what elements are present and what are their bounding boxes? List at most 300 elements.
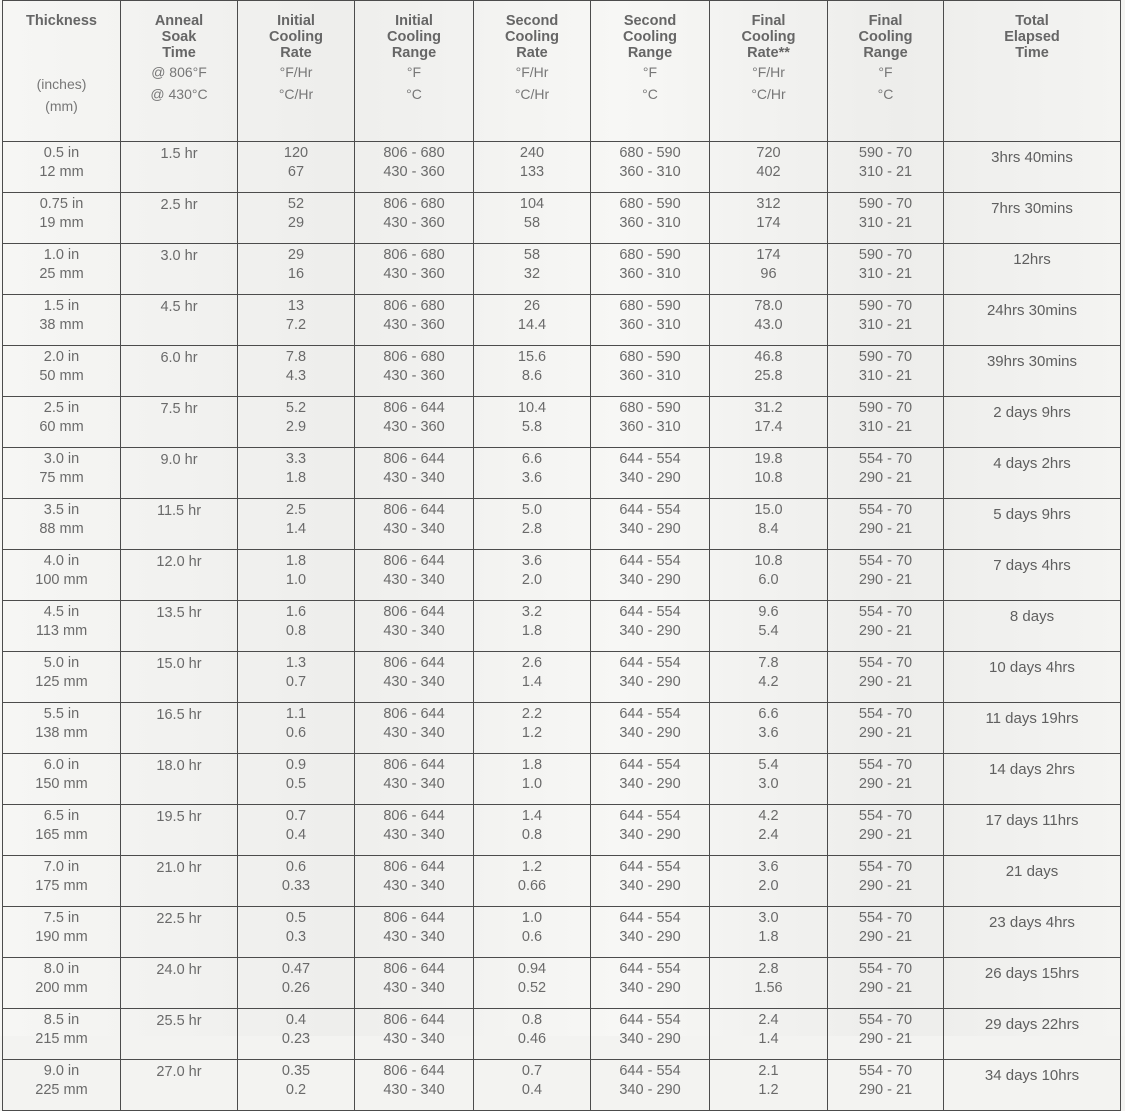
value-imperial: 3.0 in (43, 451, 80, 467)
final-rate-cell (710, 448, 828, 499)
value-imperial: 554 - 70 (858, 859, 913, 875)
initial-rate-cell (238, 805, 355, 856)
value-imperial: 5.0 in (43, 655, 80, 671)
thickness-cell (3, 1060, 121, 1111)
value-metric: 430 - 360 (383, 317, 445, 333)
value-metric: 310 - 21 (858, 419, 913, 435)
header-label-line: Rate (280, 45, 312, 61)
header-unit: °F/Hr (752, 64, 785, 80)
soak-time-cell: 25.5 hr (121, 1009, 238, 1060)
value-metric: 430 - 360 (383, 266, 445, 282)
second-range-cell (591, 1009, 710, 1060)
value-metric: 50 mm (39, 368, 84, 384)
value-metric: 1.8 (285, 470, 307, 486)
initial-range-cell (355, 397, 474, 448)
value-imperial: 2.5 (285, 502, 307, 518)
value-metric: 360 - 310 (619, 266, 681, 282)
value-imperial: 806 - 644 (383, 859, 445, 875)
thickness-cell (3, 958, 121, 1009)
value-metric: 2.0 (521, 572, 543, 588)
initial-rate-cell (238, 295, 355, 346)
value-imperial: 806 - 644 (383, 604, 445, 620)
value-metric: 340 - 290 (619, 1082, 681, 1098)
second-rate-cell (474, 958, 591, 1009)
value-imperial: 644 - 554 (619, 961, 681, 977)
value-imperial: 1.1 (285, 706, 307, 722)
initial-range-cell (355, 346, 474, 397)
final-rate-cell (710, 1009, 828, 1060)
value-imperial: 7.8 (758, 655, 779, 671)
value-metric: 340 - 290 (619, 470, 681, 486)
value-imperial: 3.6 (521, 553, 543, 569)
value-imperial: 806 - 680 (383, 349, 445, 365)
second-rate-cell (474, 652, 591, 703)
value-metric: 0.8 (285, 623, 307, 639)
value-metric: 340 - 290 (619, 521, 681, 537)
initial-range-cell (355, 1060, 474, 1111)
value-metric: 1.4 (521, 674, 543, 690)
value-metric: 340 - 290 (619, 623, 681, 639)
value-metric: 430 - 340 (383, 572, 445, 588)
value-metric: 1.4 (285, 521, 307, 537)
header-anneal-soak-time (121, 1, 238, 142)
soak-time-cell: 12.0 hr (121, 550, 238, 601)
second-rate-cell (474, 1060, 591, 1111)
value-imperial: 806 - 644 (383, 502, 445, 518)
value-metric: 2.4 (758, 827, 779, 843)
initial-range-cell (355, 856, 474, 907)
value-metric: 430 - 340 (383, 929, 445, 945)
value-imperial: 806 - 644 (383, 1063, 445, 1079)
value-metric: 215 mm (35, 1031, 88, 1047)
initial-rate-cell (238, 142, 355, 193)
header-unit: @ 806°F (151, 64, 207, 80)
value-metric: 340 - 290 (619, 878, 681, 894)
value-imperial: 554 - 70 (858, 451, 913, 467)
initial-range-cell (355, 805, 474, 856)
value-imperial: 806 - 644 (383, 757, 445, 773)
second-rate-cell (474, 295, 591, 346)
final-rate-cell (710, 652, 828, 703)
elapsed-time-cell: 39hrs 30mins (944, 346, 1121, 397)
value-metric: 3.6 (758, 725, 779, 741)
value-imperial: 0.75 in (39, 196, 84, 212)
value-metric: 1.0 (285, 572, 307, 588)
value-imperial: 312 (756, 196, 781, 212)
value-imperial: 2.1 (758, 1063, 779, 1079)
header-label-line: Cooling (858, 29, 913, 45)
header-spacer (3, 29, 120, 73)
header-label-line: Cooling (505, 29, 559, 45)
soak-time-cell: 7.5 hr (121, 397, 238, 448)
value-imperial: 680 - 590 (619, 196, 681, 212)
value-imperial: 7.8 (285, 349, 307, 365)
value-metric: 340 - 290 (619, 776, 681, 792)
second-rate-cell (474, 856, 591, 907)
second-rate-cell (474, 1009, 591, 1060)
final-range-cell (828, 907, 944, 958)
value-metric: 0.6 (521, 929, 543, 945)
value-imperial: 46.8 (754, 349, 783, 365)
value-imperial: 554 - 70 (858, 910, 913, 926)
annealing-schedule-table (2, 0, 1121, 1111)
header-label-line: Time (1015, 45, 1049, 61)
second-rate-cell (474, 448, 591, 499)
final-range-cell (828, 652, 944, 703)
table-row (3, 142, 1121, 193)
value-metric: 430 - 340 (383, 827, 445, 843)
soak-time-cell: 24.0 hr (121, 958, 238, 1009)
value-imperial: 806 - 680 (383, 145, 445, 161)
value-metric: 96 (760, 266, 777, 282)
second-range-cell (591, 856, 710, 907)
header-label-line: Elapsed (1004, 29, 1060, 45)
final-range-cell (828, 397, 944, 448)
value-metric: 0.6 (285, 725, 307, 741)
initial-rate-cell (238, 550, 355, 601)
value-metric: 174 (756, 215, 781, 231)
value-imperial: 0.6 (285, 859, 307, 875)
table-row (3, 703, 1121, 754)
initial-rate-cell (238, 958, 355, 1009)
final-rate-cell (710, 856, 828, 907)
initial-range-cell (355, 142, 474, 193)
value-imperial: 26 (523, 298, 541, 314)
value-metric: 340 - 290 (619, 929, 681, 945)
elapsed-time-cell: 7 days 4hrs (944, 550, 1121, 601)
final-range-cell (828, 346, 944, 397)
value-imperial: 19.8 (754, 451, 783, 467)
final-rate-cell (710, 907, 828, 958)
table-row (3, 805, 1121, 856)
value-imperial: 680 - 590 (619, 298, 681, 314)
elapsed-time-cell: 14 days 2hrs (944, 754, 1121, 805)
value-imperial: 0.7 (521, 1063, 543, 1079)
value-imperial: 4.2 (758, 808, 779, 824)
second-rate-cell (474, 550, 591, 601)
soak-time-cell: 19.5 hr (121, 805, 238, 856)
table-row (3, 1009, 1121, 1060)
value-metric: 430 - 340 (383, 878, 445, 894)
value-imperial: 3.2 (521, 604, 543, 620)
value-metric: 1.4 (758, 1031, 779, 1047)
value-metric: 290 - 21 (858, 674, 913, 690)
value-imperial: 806 - 644 (383, 553, 445, 569)
header-label-line: Second (623, 13, 677, 29)
final-rate-cell (710, 754, 828, 805)
value-metric: 138 mm (35, 725, 88, 741)
header-final-cooling-range (828, 1, 944, 142)
value-imperial: 554 - 70 (858, 706, 913, 722)
thickness-cell (3, 805, 121, 856)
value-metric: 0.4 (285, 827, 307, 843)
soak-time-cell: 16.5 hr (121, 703, 238, 754)
elapsed-time-cell: 26 days 15hrs (944, 958, 1121, 1009)
value-imperial: 15.0 (754, 502, 783, 518)
value-imperial: 644 - 554 (619, 604, 681, 620)
value-imperial: 644 - 554 (619, 451, 681, 467)
value-imperial: 4.0 in (43, 553, 80, 569)
header-label-line: Initial (277, 13, 315, 29)
value-metric: 430 - 340 (383, 980, 445, 996)
second-range-cell (591, 652, 710, 703)
second-range-cell (591, 754, 710, 805)
header-unit: (mm) (45, 98, 78, 114)
value-metric: 165 mm (35, 827, 88, 843)
value-imperial: 644 - 554 (619, 706, 681, 722)
value-metric: 0.66 (517, 878, 547, 894)
value-metric: 290 - 21 (858, 980, 913, 996)
header-total-elapsed-time (944, 1, 1121, 142)
elapsed-time-cell: 7hrs 30mins (944, 193, 1121, 244)
value-metric: 430 - 360 (383, 215, 445, 231)
value-imperial: 3.5 in (43, 502, 80, 518)
value-metric: 1.2 (521, 725, 543, 741)
value-imperial: 3.0 (758, 910, 779, 926)
header-initial-cooling-rate (238, 1, 355, 142)
initial-rate-cell (238, 754, 355, 805)
thickness-cell (3, 499, 121, 550)
value-metric: 430 - 340 (383, 1031, 445, 1047)
header-unit: °C/Hr (514, 86, 550, 102)
final-range-cell (828, 499, 944, 550)
header-label-line: Cooling (741, 29, 796, 45)
value-imperial: 806 - 680 (383, 247, 445, 263)
thickness-cell (3, 346, 121, 397)
table-row (3, 346, 1121, 397)
header-label-line: Range (627, 45, 673, 61)
initial-rate-cell (238, 244, 355, 295)
header-label-line: Total (1015, 13, 1049, 29)
value-metric: 1.2 (758, 1082, 779, 1098)
value-metric: 360 - 310 (619, 215, 681, 231)
table-row (3, 397, 1121, 448)
value-metric: 360 - 310 (619, 164, 681, 180)
header-unit: °F (642, 64, 658, 80)
value-metric: 8.4 (758, 521, 779, 537)
value-imperial: 1.5 in (43, 298, 80, 314)
value-metric: 402 (756, 164, 781, 180)
value-imperial: 0.9 (285, 757, 307, 773)
second-range-cell (591, 550, 710, 601)
thickness-cell (3, 652, 121, 703)
value-metric: 290 - 21 (858, 572, 913, 588)
value-metric: 0.7 (285, 674, 307, 690)
value-metric: 14.4 (517, 317, 547, 333)
header-label-line: Rate (516, 45, 548, 61)
value-metric: 1.8 (758, 929, 779, 945)
value-imperial: 644 - 554 (619, 859, 681, 875)
value-metric: 60 mm (39, 419, 84, 435)
table-row (3, 601, 1121, 652)
value-metric: 290 - 21 (858, 623, 913, 639)
thickness-cell (3, 193, 121, 244)
value-imperial: 5.4 (758, 757, 779, 773)
header-label-line: Anneal (154, 13, 204, 29)
value-metric: 4.3 (285, 368, 307, 384)
second-range-cell (591, 448, 710, 499)
value-imperial: 644 - 554 (619, 553, 681, 569)
value-metric: 340 - 290 (619, 725, 681, 741)
value-imperial: 7.0 in (43, 859, 80, 875)
second-rate-cell (474, 346, 591, 397)
value-metric: 290 - 21 (858, 1031, 913, 1047)
second-range-cell (591, 703, 710, 754)
value-metric: 0.23 (281, 1031, 311, 1047)
final-range-cell (828, 856, 944, 907)
value-metric: 25 mm (39, 266, 84, 282)
value-imperial: 5.0 (521, 502, 543, 518)
value-imperial: 680 - 590 (619, 349, 681, 365)
header-row (3, 1, 1121, 142)
initial-rate-cell (238, 346, 355, 397)
value-metric: 310 - 21 (858, 368, 913, 384)
value-imperial: 554 - 70 (858, 655, 913, 671)
value-imperial: 806 - 644 (383, 400, 445, 416)
value-imperial: 806 - 644 (383, 655, 445, 671)
header-unit: °C/Hr (278, 86, 314, 102)
thickness-cell (3, 907, 121, 958)
header-label-line: Thickness (26, 13, 97, 29)
value-metric: 6.0 (758, 572, 779, 588)
final-rate-cell (710, 550, 828, 601)
value-imperial: 0.94 (517, 961, 547, 977)
header-unit: °F/Hr (279, 64, 313, 80)
value-imperial: 10.8 (754, 553, 783, 569)
value-imperial: 8.0 in (43, 961, 80, 977)
value-metric: 290 - 21 (858, 725, 913, 741)
final-rate-cell (710, 142, 828, 193)
value-metric: 0.26 (281, 980, 311, 996)
value-metric: 1.0 (521, 776, 543, 792)
table-row (3, 856, 1121, 907)
value-imperial: 6.0 in (43, 757, 80, 773)
second-rate-cell (474, 244, 591, 295)
value-imperial: 104 (519, 196, 545, 212)
header-label-line: Initial (395, 13, 433, 29)
thickness-cell (3, 295, 121, 346)
value-metric: 5.4 (758, 623, 779, 639)
value-metric: 0.8 (521, 827, 543, 843)
elapsed-time-cell: 21 days (944, 856, 1121, 907)
final-rate-cell (710, 244, 828, 295)
elapsed-time-cell: 3hrs 40mins (944, 142, 1121, 193)
value-imperial: 644 - 554 (619, 808, 681, 824)
soak-time-cell: 3.0 hr (121, 244, 238, 295)
header-label-line: Cooling (387, 29, 441, 45)
value-metric: 340 - 290 (619, 827, 681, 843)
header-label-line: Range (391, 45, 437, 61)
second-range-cell (591, 907, 710, 958)
value-metric: 32 (523, 266, 541, 282)
thickness-cell (3, 703, 121, 754)
thickness-cell (3, 754, 121, 805)
value-imperial: 554 - 70 (858, 961, 913, 977)
final-rate-cell (710, 295, 828, 346)
second-range-cell (591, 1060, 710, 1111)
value-metric: 19 mm (39, 215, 84, 231)
initial-rate-cell (238, 703, 355, 754)
value-imperial: 806 - 644 (383, 961, 445, 977)
value-metric: 5.8 (521, 419, 543, 435)
header-label-line: Range (863, 45, 908, 61)
final-rate-cell (710, 601, 828, 652)
value-metric: 150 mm (35, 776, 88, 792)
value-metric: 430 - 360 (383, 419, 445, 435)
second-rate-cell (474, 907, 591, 958)
value-imperial: 8.5 in (43, 1012, 80, 1028)
table-row (3, 652, 1121, 703)
value-metric: 310 - 21 (858, 317, 913, 333)
header-label-line: Time (162, 45, 196, 61)
value-metric: 0.2 (285, 1082, 307, 1098)
header-label-line: Cooling (623, 29, 677, 45)
value-imperial: 29 (287, 247, 305, 263)
elapsed-time-cell: 2 days 9hrs (944, 397, 1121, 448)
value-imperial: 1.4 (521, 808, 543, 824)
final-range-cell (828, 703, 944, 754)
value-imperial: 554 - 70 (858, 553, 913, 569)
value-metric: 310 - 21 (858, 164, 913, 180)
value-metric: 12 mm (39, 164, 84, 180)
value-metric: 430 - 360 (383, 164, 445, 180)
elapsed-time-cell: 12hrs (944, 244, 1121, 295)
initial-range-cell (355, 295, 474, 346)
header-label-line: Final (868, 13, 903, 29)
value-imperial: 15.6 (517, 349, 547, 365)
elapsed-time-cell: 10 days 4hrs (944, 652, 1121, 703)
final-range-cell (828, 295, 944, 346)
final-rate-cell (710, 499, 828, 550)
value-imperial: 0.4 (285, 1012, 307, 1028)
value-metric: 360 - 310 (619, 419, 681, 435)
table-row (3, 1060, 1121, 1111)
value-metric: 360 - 310 (619, 317, 681, 333)
value-imperial: 3.6 (758, 859, 779, 875)
value-imperial: 644 - 554 (619, 502, 681, 518)
value-imperial: 590 - 70 (858, 298, 913, 314)
initial-rate-cell (238, 397, 355, 448)
table-header (3, 1, 1121, 142)
header-unit: °F (406, 64, 422, 80)
elapsed-time-cell: 4 days 2hrs (944, 448, 1121, 499)
final-rate-cell (710, 346, 828, 397)
value-imperial: 554 - 70 (858, 808, 913, 824)
value-metric: 0.5 (285, 776, 307, 792)
final-rate-cell (710, 1060, 828, 1111)
elapsed-time-cell: 24hrs 30mins (944, 295, 1121, 346)
table-row (3, 907, 1121, 958)
value-metric: 2.9 (285, 419, 307, 435)
value-metric: 0.46 (517, 1031, 547, 1047)
value-metric: 290 - 21 (858, 827, 913, 843)
value-imperial: 554 - 70 (858, 604, 913, 620)
soak-time-cell: 2.5 hr (121, 193, 238, 244)
initial-rate-cell (238, 601, 355, 652)
value-imperial: 590 - 70 (858, 400, 913, 416)
value-imperial: 644 - 554 (619, 1012, 681, 1028)
table-row (3, 193, 1121, 244)
header-unit: °C (406, 86, 422, 102)
value-metric: 2.0 (758, 878, 779, 894)
value-metric: 0.4 (521, 1082, 543, 1098)
initial-range-cell (355, 754, 474, 805)
value-imperial: 2.4 (758, 1012, 779, 1028)
value-imperial: 590 - 70 (858, 145, 913, 161)
value-imperial: 590 - 70 (858, 196, 913, 212)
value-imperial: 1.0 in (43, 247, 80, 263)
value-imperial: 2.0 in (43, 349, 80, 365)
